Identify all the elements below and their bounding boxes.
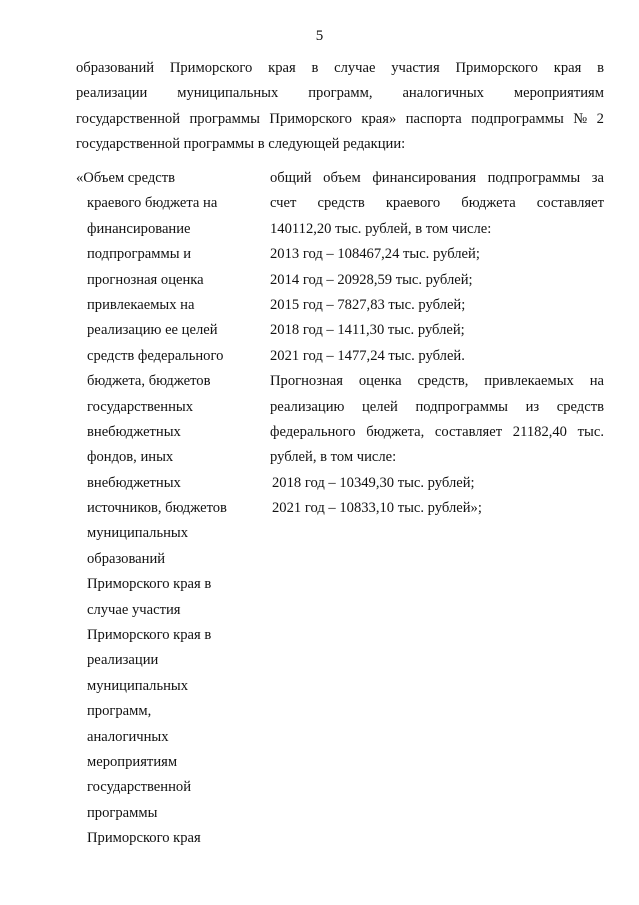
intro-line (76, 81, 604, 106)
label-line: бюджета, бюджетов (87, 373, 211, 390)
intro-line: государственной программы в следующей редакции: (76, 135, 406, 152)
label-line: программ, (87, 703, 152, 720)
label-line: Приморского края в (87, 576, 212, 593)
intro-paragraph (76, 56, 604, 157)
word: реализации (76, 85, 148, 102)
label-line: государственных (87, 398, 194, 415)
value-line (270, 166, 604, 191)
word: аналогичных (402, 85, 484, 102)
word: Приморского (169, 60, 253, 76)
value-line: 2015 год – 7827,83 тыс. рублей; (270, 296, 466, 313)
word: объем (323, 170, 361, 186)
word: счет (270, 195, 297, 212)
value-line (270, 191, 604, 216)
word: краевого (385, 195, 441, 212)
word: общий (270, 170, 312, 186)
word: Приморского (269, 110, 352, 127)
value-line (270, 369, 604, 394)
value-line: 2014 год – 20928,59 тыс. рублей; (270, 271, 473, 288)
word: оценка (358, 373, 402, 390)
value-line: 140112,20 тыс. рублей, в том числе: (270, 220, 492, 237)
word: федерального (270, 423, 356, 440)
word: средств (556, 398, 604, 415)
word: составляет (434, 423, 503, 440)
word: образований (76, 60, 155, 76)
word: мероприятиям (513, 85, 604, 102)
passport-field-value (270, 166, 604, 521)
word: № (573, 110, 588, 127)
word: подпрограммы (487, 170, 581, 186)
label-line: источников, бюджетов (87, 500, 227, 517)
word: Приморского (455, 60, 538, 76)
value-line: рублей, в том числе: (270, 449, 397, 466)
word: тыс. (577, 423, 604, 440)
label-line: образований (87, 550, 166, 567)
intro-line (76, 56, 604, 81)
word: финансирования (372, 170, 477, 186)
label-line: краевого бюджета на (87, 195, 218, 212)
page-number: 5 (315, 28, 324, 44)
word: подпрограммы (415, 398, 508, 415)
word: в (597, 60, 604, 76)
word: края» (361, 110, 397, 127)
label-line: внебюджетных (87, 474, 181, 491)
word: паспорта (405, 110, 462, 127)
label-line: муниципальных (87, 525, 189, 542)
label-line: муниципальных (87, 677, 189, 694)
word: из (525, 398, 540, 415)
word: на (589, 373, 604, 390)
label-line: случае участия (87, 601, 181, 618)
intro-line (76, 107, 604, 132)
passport-field-label (76, 166, 246, 852)
label-line: фондов, иных (87, 449, 174, 466)
word: программы (189, 110, 260, 127)
word: государственной (76, 110, 181, 127)
label-line: финансирование (87, 220, 191, 237)
word: бюджета (461, 195, 516, 212)
word: реализацию (270, 398, 345, 415)
label-line: аналогичных (87, 728, 169, 745)
word: бюджета, (366, 423, 425, 440)
word: составляет (536, 195, 604, 212)
word: привлекаемых (484, 373, 574, 390)
value-line: 2013 год – 108467,24 тыс. рублей; (270, 246, 480, 263)
value-line: 2021 год – 1477,24 тыс. рублей. (270, 347, 465, 364)
word: случае (334, 60, 376, 76)
label-line: средств федерального (87, 347, 224, 364)
word: средств (317, 195, 365, 212)
value-line: 2018 год – 1411,30 тыс. рублей; (270, 322, 465, 339)
label-line: внебюджетных (87, 423, 181, 440)
value-line: 2021 год – 10833,10 тыс. рублей»; (272, 500, 482, 517)
value-line (270, 420, 604, 445)
word: 2 (596, 110, 604, 127)
label-line: программы (87, 804, 158, 821)
word: Прогнозная (270, 373, 343, 390)
word: целей (362, 398, 398, 415)
label-line: «Объем средств (76, 170, 176, 186)
word: в (311, 60, 319, 76)
word: края (268, 60, 296, 76)
word: 21182,40 (512, 423, 567, 440)
word: муниципальных (177, 85, 279, 102)
label-line: Приморского края (87, 830, 201, 847)
label-line: Приморского края в (87, 627, 212, 644)
word: программ, (308, 85, 373, 102)
label-line: мероприятиям (87, 753, 178, 770)
value-line: 2018 год – 10349,30 тыс. рублей; (272, 474, 475, 491)
label-line: реализации (87, 652, 159, 669)
label-line: подпрограммы и (87, 246, 192, 263)
label-line: реализацию ее целей (87, 322, 218, 339)
label-line: прогнозная оценка (87, 271, 204, 288)
label-line: привлекаемых на (87, 296, 195, 313)
word: средств, (417, 373, 469, 390)
value-line (270, 395, 604, 420)
word: за (591, 170, 604, 186)
word: края (553, 60, 582, 76)
label-line: государственной (87, 779, 192, 796)
word: участия (391, 60, 440, 76)
word: подпрограммы (471, 110, 564, 127)
